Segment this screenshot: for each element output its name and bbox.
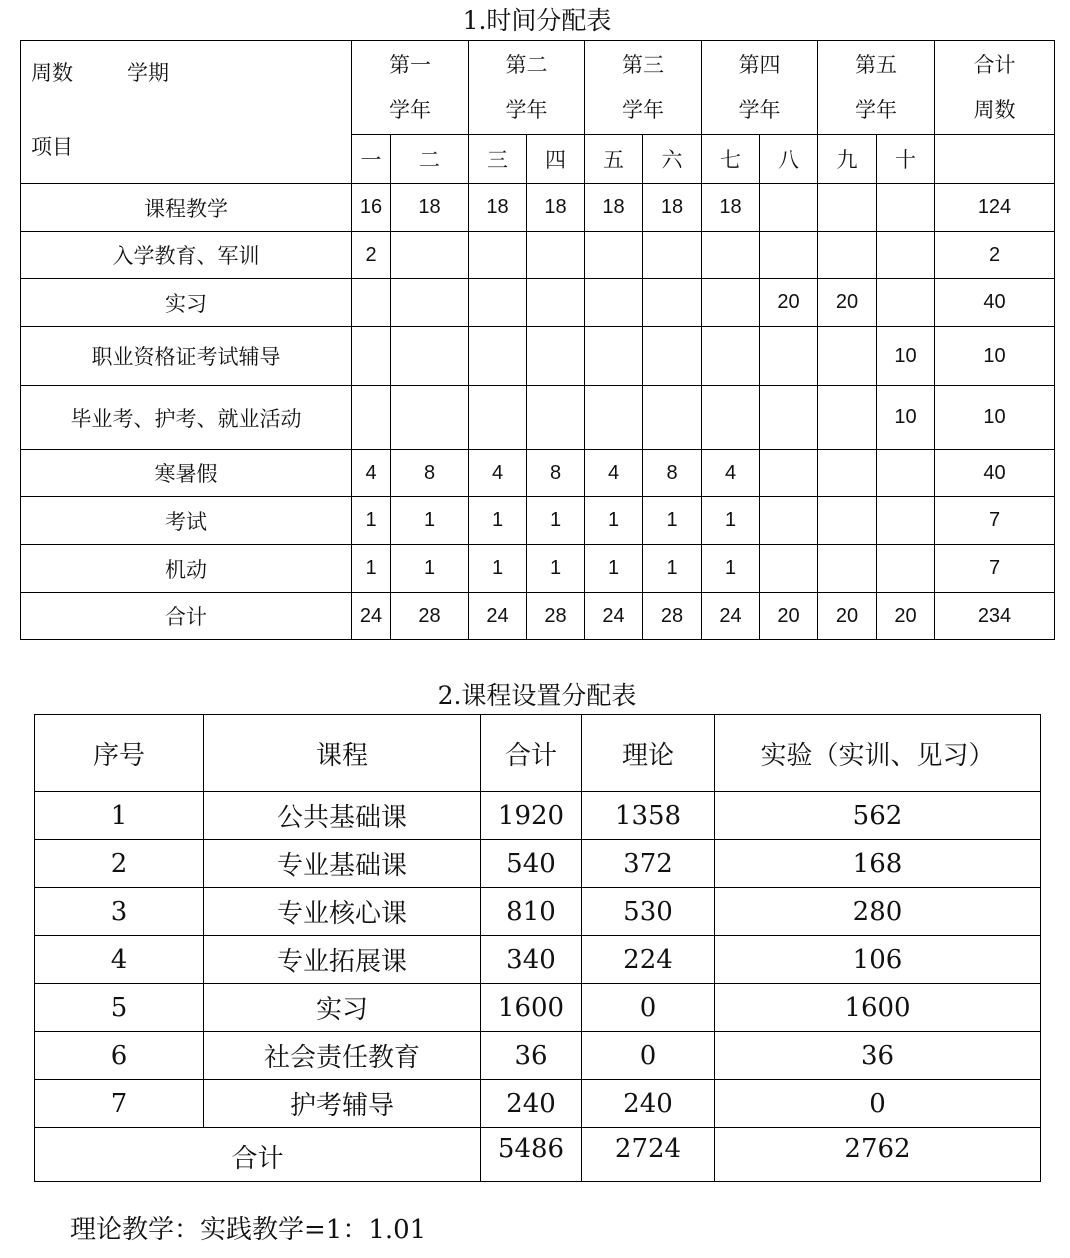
week-value bbox=[818, 545, 877, 593]
term-header: 九 bbox=[818, 135, 877, 184]
cell-total: 36 bbox=[481, 1032, 582, 1080]
term-header: 一 bbox=[352, 135, 391, 184]
time-table-row bbox=[21, 593, 1055, 640]
cell-no: 4 bbox=[35, 936, 204, 984]
week-value: 8 bbox=[527, 450, 585, 497]
year-header-line1: 第五 bbox=[855, 52, 897, 77]
course-table-title: 2.课程设置分配表 bbox=[437, 681, 637, 710]
time-allocation-table bbox=[20, 40, 1055, 640]
week-value: 28 bbox=[527, 593, 585, 640]
week-value bbox=[877, 450, 935, 497]
week-value: 18 bbox=[391, 184, 469, 232]
week-value: 24 bbox=[352, 593, 391, 640]
term-header: 五 bbox=[585, 135, 643, 184]
week-value bbox=[760, 232, 818, 279]
time-table-row bbox=[21, 232, 1055, 279]
cell-no: 2 bbox=[35, 840, 204, 888]
cell-course: 护考辅导 bbox=[204, 1080, 481, 1128]
week-value: 28 bbox=[643, 593, 702, 640]
week-value bbox=[585, 327, 643, 386]
week-value: 4 bbox=[352, 450, 391, 497]
week-value: 1 bbox=[702, 497, 760, 545]
cell-practice: 1600 bbox=[715, 984, 1041, 1032]
year-header-line1: 第三 bbox=[622, 52, 664, 77]
cell-theory: 1358 bbox=[582, 792, 715, 840]
cell-practice: 106 bbox=[715, 936, 1041, 984]
cell-no: 3 bbox=[35, 888, 204, 936]
corner-term-label: 学期 bbox=[127, 61, 169, 85]
term-header: 六 bbox=[643, 135, 702, 184]
week-value bbox=[352, 279, 391, 327]
week-value bbox=[818, 327, 877, 386]
week-value bbox=[760, 497, 818, 545]
cell-practice: 0 bbox=[715, 1080, 1041, 1128]
header-no: 序号 bbox=[35, 715, 204, 792]
total-weeks-header bbox=[935, 41, 1055, 135]
week-value bbox=[527, 232, 585, 279]
cell-no: 5 bbox=[35, 984, 204, 1032]
sum-total: 5486 bbox=[481, 1128, 582, 1182]
header-practice: 实验（实训、见习） bbox=[715, 715, 1041, 792]
term-header: 二 bbox=[391, 135, 469, 184]
ratio-note: 理论教学：实践教学=1：1.01 bbox=[70, 1215, 427, 1245]
week-value bbox=[760, 327, 818, 386]
week-value: 1 bbox=[352, 545, 391, 593]
table-row bbox=[35, 840, 1041, 888]
row-label: 机动 bbox=[21, 545, 352, 593]
term-header: 八 bbox=[760, 135, 818, 184]
cell-practice: 36 bbox=[715, 1032, 1041, 1080]
week-value: 1 bbox=[391, 545, 469, 593]
header-course: 课程 bbox=[204, 715, 481, 792]
cell-course: 专业拓展课 bbox=[204, 936, 481, 984]
week-value: 24 bbox=[585, 593, 643, 640]
term-header: 七 bbox=[702, 135, 760, 184]
cell-practice: 562 bbox=[715, 792, 1041, 840]
cell-course: 公共基础课 bbox=[204, 792, 481, 840]
week-value bbox=[760, 450, 818, 497]
week-value: 1 bbox=[585, 545, 643, 593]
cell-total: 810 bbox=[481, 888, 582, 936]
sum-practice: 2762 bbox=[715, 1128, 1041, 1182]
week-value: 20 bbox=[760, 593, 818, 640]
cell-total: 1920 bbox=[481, 792, 582, 840]
time-table-row bbox=[21, 497, 1055, 545]
year-header-line2: 学年 bbox=[855, 97, 897, 122]
week-value bbox=[391, 386, 469, 450]
row-label: 寒暑假 bbox=[21, 450, 352, 497]
week-value bbox=[702, 327, 760, 386]
row-total: 40 bbox=[935, 450, 1055, 497]
week-value: 4 bbox=[585, 450, 643, 497]
cell-theory: 372 bbox=[582, 840, 715, 888]
week-value bbox=[643, 327, 702, 386]
cell-course: 专业基础课 bbox=[204, 840, 481, 888]
total-header-line2: 周数 bbox=[973, 97, 1016, 122]
week-value bbox=[391, 232, 469, 279]
cell-no: 6 bbox=[35, 1032, 204, 1080]
week-value bbox=[643, 232, 702, 279]
week-value bbox=[702, 279, 760, 327]
week-value bbox=[760, 386, 818, 450]
cell-course: 社会责任教育 bbox=[204, 1032, 481, 1080]
row-total: 7 bbox=[935, 497, 1055, 545]
week-value bbox=[527, 386, 585, 450]
week-value bbox=[585, 232, 643, 279]
week-value: 28 bbox=[391, 593, 469, 640]
week-value: 1 bbox=[585, 497, 643, 545]
total-header-line1: 合计 bbox=[973, 52, 1016, 77]
week-value: 18 bbox=[585, 184, 643, 232]
week-value bbox=[818, 232, 877, 279]
cell-total: 240 bbox=[481, 1080, 582, 1128]
week-value: 20 bbox=[818, 279, 877, 327]
time-table-row bbox=[21, 545, 1055, 593]
week-value bbox=[585, 279, 643, 327]
cell-theory: 0 bbox=[582, 1032, 715, 1080]
course-allocation-table bbox=[34, 714, 1041, 1182]
row-total: 124 bbox=[935, 184, 1055, 232]
cell-total: 540 bbox=[481, 840, 582, 888]
row-total: 10 bbox=[935, 327, 1055, 386]
week-value: 1 bbox=[352, 497, 391, 545]
week-value: 16 bbox=[352, 184, 391, 232]
cell-theory: 530 bbox=[582, 888, 715, 936]
week-value bbox=[352, 327, 391, 386]
week-value: 20 bbox=[760, 279, 818, 327]
week-value bbox=[818, 450, 877, 497]
week-value: 24 bbox=[702, 593, 760, 640]
week-value bbox=[585, 386, 643, 450]
week-value bbox=[352, 386, 391, 450]
table-row bbox=[35, 1032, 1041, 1080]
cell-total: 1600 bbox=[481, 984, 582, 1032]
week-value: 8 bbox=[391, 450, 469, 497]
sum-label: 合计 bbox=[35, 1128, 481, 1182]
year-header bbox=[352, 41, 469, 135]
week-value bbox=[469, 279, 527, 327]
week-value bbox=[877, 184, 935, 232]
time-table-title: 1.时间分配表 bbox=[462, 6, 612, 35]
corner-item-label: 项目 bbox=[31, 135, 73, 159]
term-header-empty bbox=[935, 135, 1055, 184]
term-header: 三 bbox=[469, 135, 527, 184]
row-label: 实习 bbox=[21, 279, 352, 327]
year-header bbox=[469, 41, 585, 135]
week-value: 1 bbox=[469, 545, 527, 593]
week-value bbox=[527, 327, 585, 386]
corner-header-cell bbox=[21, 41, 352, 184]
week-value bbox=[818, 184, 877, 232]
week-value: 18 bbox=[527, 184, 585, 232]
row-label: 合计 bbox=[21, 593, 352, 640]
week-value: 1 bbox=[391, 497, 469, 545]
week-value: 1 bbox=[643, 545, 702, 593]
week-value bbox=[760, 184, 818, 232]
week-value bbox=[877, 497, 935, 545]
week-value: 4 bbox=[702, 450, 760, 497]
row-total: 7 bbox=[935, 545, 1055, 593]
week-value: 10 bbox=[877, 386, 935, 450]
week-value bbox=[391, 279, 469, 327]
table-row bbox=[35, 888, 1041, 936]
week-value bbox=[877, 232, 935, 279]
week-value bbox=[469, 327, 527, 386]
week-value bbox=[643, 386, 702, 450]
row-total: 10 bbox=[935, 386, 1055, 450]
row-label: 职业资格证考试辅导 bbox=[21, 327, 352, 386]
time-table-row bbox=[21, 450, 1055, 497]
year-header bbox=[702, 41, 818, 135]
table-row bbox=[35, 1080, 1041, 1128]
week-value: 20 bbox=[877, 593, 935, 640]
term-header: 四 bbox=[527, 135, 585, 184]
row-total: 2 bbox=[935, 232, 1055, 279]
year-header-line2: 学年 bbox=[622, 97, 664, 122]
week-value bbox=[877, 279, 935, 327]
week-value bbox=[702, 232, 760, 279]
week-value: 1 bbox=[469, 497, 527, 545]
week-value: 18 bbox=[702, 184, 760, 232]
sum-theory: 2724 bbox=[582, 1128, 715, 1182]
year-header bbox=[585, 41, 702, 135]
term-header: 十 bbox=[877, 135, 935, 184]
time-table-row bbox=[21, 386, 1055, 450]
table-row bbox=[35, 984, 1041, 1032]
week-value bbox=[391, 327, 469, 386]
week-value bbox=[643, 279, 702, 327]
week-value: 10 bbox=[877, 327, 935, 386]
week-value bbox=[818, 386, 877, 450]
year-header-line1: 第四 bbox=[738, 52, 781, 77]
row-label: 入学教育、军训 bbox=[21, 232, 352, 279]
week-value: 18 bbox=[469, 184, 527, 232]
header-theory: 理论 bbox=[582, 715, 715, 792]
cell-theory: 240 bbox=[582, 1080, 715, 1128]
week-value: 1 bbox=[702, 545, 760, 593]
time-table-row bbox=[21, 279, 1055, 327]
row-total: 40 bbox=[935, 279, 1055, 327]
week-value bbox=[818, 497, 877, 545]
week-value bbox=[527, 279, 585, 327]
year-header-line2: 学年 bbox=[389, 97, 431, 122]
week-value: 1 bbox=[527, 545, 585, 593]
year-header bbox=[818, 41, 935, 135]
table-row bbox=[35, 936, 1041, 984]
week-value: 4 bbox=[469, 450, 527, 497]
cell-practice: 280 bbox=[715, 888, 1041, 936]
year-header-line2: 学年 bbox=[738, 97, 781, 122]
time-table-row bbox=[21, 184, 1055, 232]
header-total: 合计 bbox=[481, 715, 582, 792]
week-value: 2 bbox=[352, 232, 391, 279]
row-label: 考试 bbox=[21, 497, 352, 545]
year-header-line2: 学年 bbox=[505, 97, 548, 122]
row-total: 234 bbox=[935, 593, 1055, 640]
week-value bbox=[469, 386, 527, 450]
week-value bbox=[469, 232, 527, 279]
cell-theory: 224 bbox=[582, 936, 715, 984]
sum-row bbox=[35, 1128, 1041, 1182]
cell-theory: 0 bbox=[582, 984, 715, 1032]
week-value: 24 bbox=[469, 593, 527, 640]
cell-no: 1 bbox=[35, 792, 204, 840]
cell-course: 专业核心课 bbox=[204, 888, 481, 936]
year-header-line1: 第一 bbox=[389, 52, 431, 77]
week-value bbox=[702, 386, 760, 450]
table-row bbox=[35, 792, 1041, 840]
week-value: 20 bbox=[818, 593, 877, 640]
cell-no: 7 bbox=[35, 1080, 204, 1128]
week-value bbox=[877, 545, 935, 593]
cell-practice: 168 bbox=[715, 840, 1041, 888]
cell-total: 340 bbox=[481, 936, 582, 984]
row-label: 课程教学 bbox=[21, 184, 352, 232]
row-label: 毕业考、护考、就业活动 bbox=[21, 386, 352, 450]
week-value bbox=[760, 545, 818, 593]
year-header-line1: 第二 bbox=[505, 52, 548, 77]
week-value: 8 bbox=[643, 450, 702, 497]
time-table-row bbox=[21, 327, 1055, 386]
cell-course: 实习 bbox=[204, 984, 481, 1032]
corner-weeks-label: 周数 bbox=[31, 61, 73, 85]
week-value: 18 bbox=[643, 184, 702, 232]
week-value: 1 bbox=[643, 497, 702, 545]
week-value: 1 bbox=[527, 497, 585, 545]
